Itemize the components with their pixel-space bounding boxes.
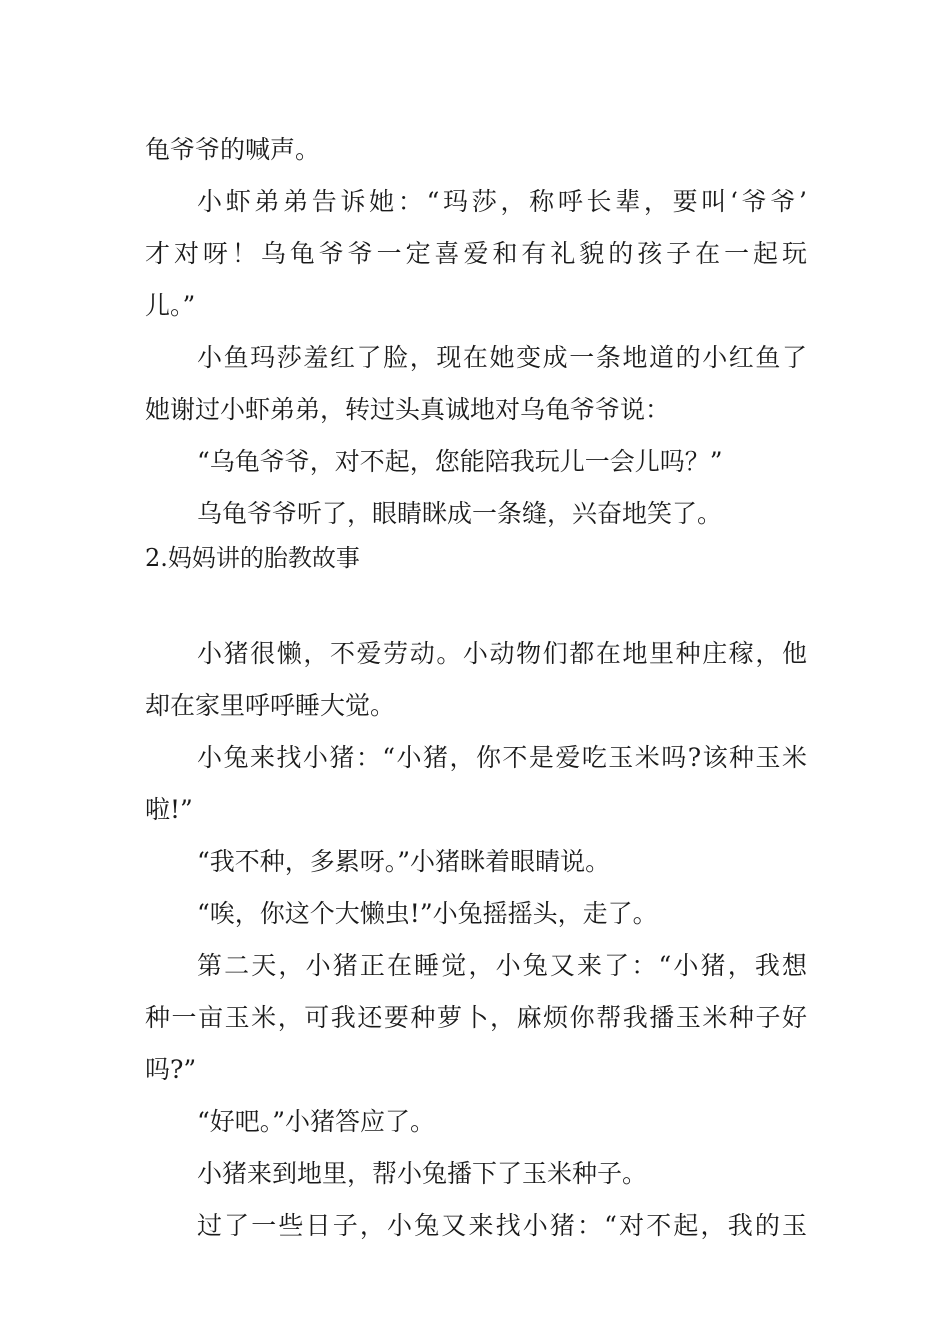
text-line: 龟爷爷的喊声。 <box>145 135 321 164</box>
text-line: 才对呀！乌龟爷爷一定喜爱和有礼貌的孩子在一起玩 <box>145 239 807 268</box>
text-line: 第二天，小猪正在睡觉，小兔又来了：“小猪，我想 <box>197 951 807 980</box>
text-line: 却在家里呼呼睡大觉。 <box>145 691 396 720</box>
text-line: 啦!” <box>145 795 193 824</box>
text-line: 小兔来找小猪：“小猪，你不是爱吃玉米吗?该种玉米 <box>197 743 807 772</box>
text-line: “乌龟爷爷，对不起，您能陪我玩儿一会儿吗？” <box>197 447 723 476</box>
text-line: 儿。” <box>145 291 196 320</box>
text-line: 小猪来到地里，帮小兔播下了玉米种子。 <box>197 1159 648 1188</box>
text-line: 小猪很懒，不爱劳动。小动物们都在地里种庄稼，他 <box>197 639 807 668</box>
text-line: “唉，你这个大懒虫!”小兔摇摇头，走了。 <box>197 899 658 928</box>
text-line: 她谢过小虾弟弟，转过头真诚地对乌龟爷爷说： <box>145 395 671 424</box>
text-line: 过了一些日子，小兔又来找小猪：“对不起，我的玉 <box>197 1211 807 1240</box>
text-line: 乌龟爷爷听了，眼睛眯成一条缝，兴奋地笑了。 <box>197 499 723 528</box>
text-line: “我不种，多累呀。”小猪眯着眼睛说。 <box>197 847 611 876</box>
text-line: 小鱼玛莎羞红了脸，现在她变成一条地道的小红鱼了 <box>197 343 807 372</box>
text-line: 小虾弟弟告诉她：“玛莎，称呼长辈，要叫‘爷爷’ <box>197 187 807 216</box>
section-heading: 2.妈妈讲的胎教故事 <box>145 544 360 572</box>
text-line: “好吧。”小猪答应了。 <box>197 1107 436 1136</box>
text-line: 种一亩玉米，可我还要种萝卜，麻烦你帮我播玉米种子好 <box>145 1003 807 1032</box>
text-line: 吗?” <box>145 1055 197 1084</box>
